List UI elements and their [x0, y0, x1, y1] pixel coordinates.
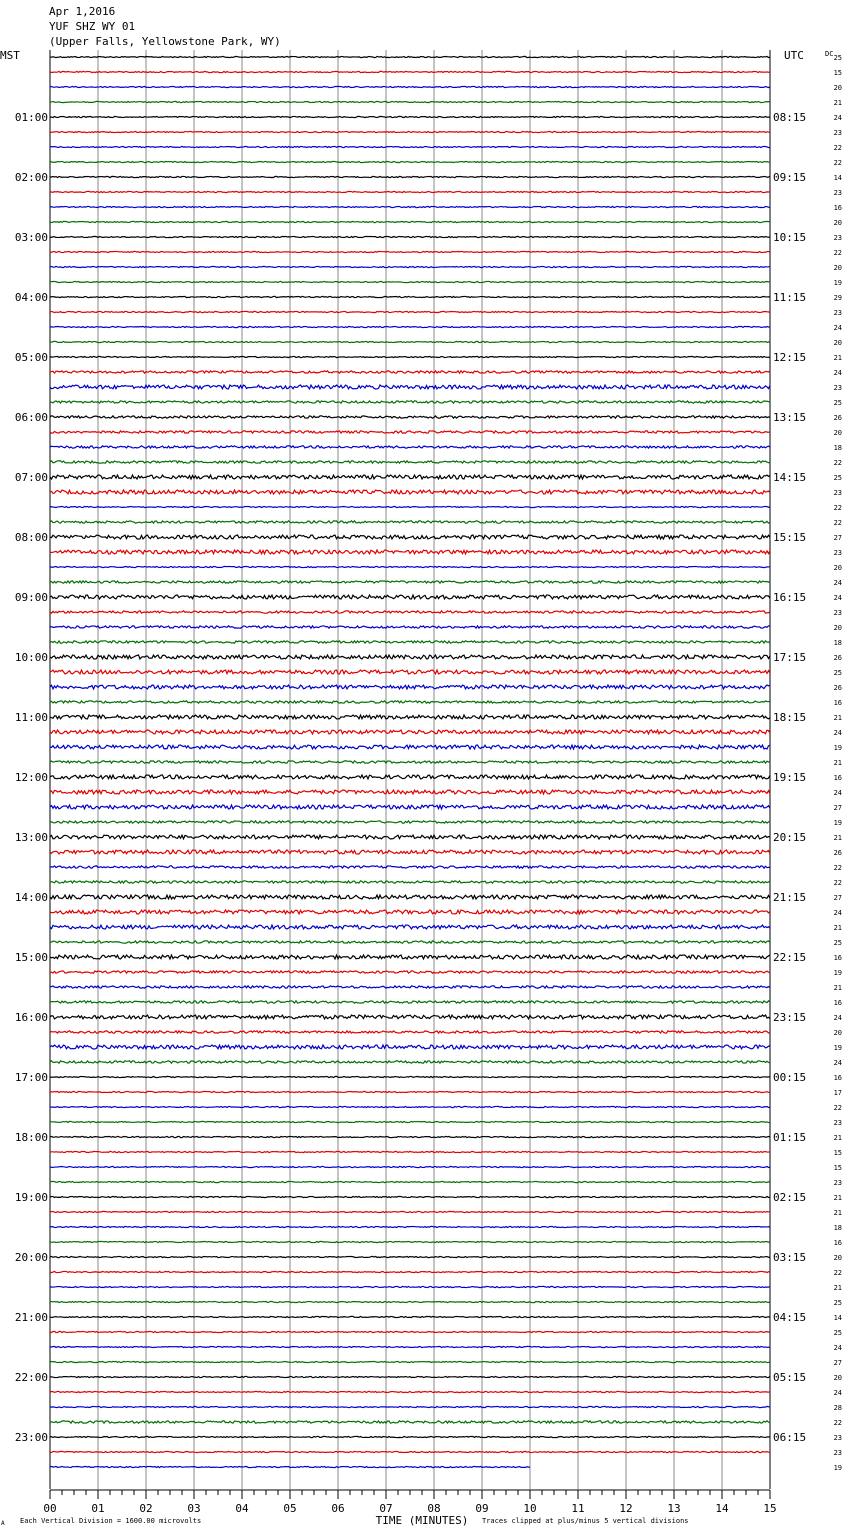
trace-line [50, 566, 770, 567]
dc-offset-label: 21 [833, 924, 842, 932]
trace-line [50, 446, 770, 448]
trace-line [50, 281, 770, 282]
dc-offset-label: 18 [833, 1224, 842, 1232]
dc-offset-label: 16 [833, 699, 842, 707]
hour-label-mst: 16:00 [14, 1011, 48, 1024]
dc-offset-label: 26 [833, 654, 842, 662]
dc-offset-label: 27 [833, 894, 842, 902]
trace-line [50, 655, 770, 659]
dc-offset-label: 24 [833, 1344, 842, 1352]
dc-offset-label: 20 [833, 219, 842, 227]
trace-line [50, 850, 770, 854]
trace-line [50, 1136, 770, 1137]
dc-offset-label: 23 [833, 129, 842, 137]
trace-line [50, 326, 770, 327]
dc-offset-label: 23 [833, 609, 842, 617]
hour-label-utc: 10:15 [773, 231, 807, 244]
trace-line [50, 146, 770, 147]
dc-offset-label: 16 [833, 204, 842, 212]
dc-offset-label: 26 [833, 849, 842, 857]
trace-line [50, 535, 770, 539]
trace-line [50, 761, 770, 763]
hour-label-utc: 15:15 [773, 531, 807, 544]
dc-offset-label: 23 [833, 384, 842, 392]
trace-line [50, 1211, 770, 1212]
dc-offset-label: 23 [833, 1179, 842, 1187]
hour-label-mst: 18:00 [14, 1131, 48, 1144]
hour-label-utc: 01:15 [773, 1131, 807, 1144]
trace-line [50, 955, 770, 959]
dc-offset-label: 20 [833, 1254, 842, 1262]
dc-offset-label: 19 [833, 819, 842, 827]
dc-offset-label: 24 [833, 1014, 842, 1022]
dc-header-label: DC [825, 50, 834, 58]
trace-line [50, 1196, 770, 1197]
dc-offset-label: 24 [833, 789, 842, 797]
hour-label-utc: 20:15 [773, 831, 807, 844]
dc-offset-label: 24 [833, 324, 842, 332]
dc-offset-label: 15 [833, 1149, 842, 1157]
dc-offset-label: 19 [833, 969, 842, 977]
dc-offset-label: 29 [833, 294, 842, 302]
hour-label-mst: 19:00 [14, 1191, 48, 1204]
trace-line [50, 941, 770, 943]
clipping-note: Traces clipped at plus/minus 5 vertical divisions [482, 1517, 689, 1525]
trace-line [50, 385, 770, 389]
trace-line [50, 521, 770, 523]
trace-line [50, 550, 770, 554]
trace-line [50, 206, 770, 207]
trace-line [50, 1361, 770, 1362]
hour-label-utc: 19:15 [773, 771, 807, 784]
dc-offset-label: 21 [833, 1209, 842, 1217]
dc-offset-label: 16 [833, 1074, 842, 1082]
dc-offset-label: 27 [833, 804, 842, 812]
hour-label-mst: 02:00 [14, 171, 48, 184]
trace-line [50, 821, 770, 823]
trace-line [50, 506, 770, 507]
trace-line [50, 881, 770, 883]
x-tick-label: 00 [43, 1502, 57, 1515]
trace-line [50, 685, 770, 689]
dc-offset-label: 22 [833, 144, 842, 152]
hour-label-utc: 09:15 [773, 171, 807, 184]
hour-label-utc: 16:15 [773, 591, 807, 604]
dc-offset-label: 16 [833, 1239, 842, 1247]
trace-line [50, 835, 770, 839]
dc-offset-label: 21 [833, 714, 842, 722]
dc-offset-label: 23 [833, 549, 842, 557]
dc-offset-label: 20 [833, 84, 842, 92]
hour-label-mst: 12:00 [14, 771, 48, 784]
trace-line [50, 71, 770, 72]
hour-label-mst: 06:00 [14, 411, 48, 424]
dc-offset-label: 17 [833, 1089, 842, 1097]
dc-offset-label: 19 [833, 1464, 842, 1472]
trace-line [50, 986, 770, 988]
dc-offset-label: 19 [833, 279, 842, 287]
trace-line [50, 1406, 770, 1407]
hour-label-mst: 15:00 [14, 951, 48, 964]
trace-line [50, 670, 770, 674]
hour-label-utc: 03:15 [773, 1251, 807, 1264]
corner-mark: A [1, 1520, 5, 1527]
dc-offset-label: 20 [833, 624, 842, 632]
trace-line [50, 56, 770, 57]
trace-line [50, 1091, 770, 1092]
hour-label-utc: 06:15 [773, 1431, 807, 1444]
trace-line [50, 236, 770, 237]
dc-offset-label: 20 [833, 429, 842, 437]
dc-offset-label: 24 [833, 114, 842, 122]
hour-label-mst: 13:00 [14, 831, 48, 844]
trace-line [50, 1256, 770, 1257]
trace-line [50, 311, 770, 312]
dc-offset-label: 20 [833, 264, 842, 272]
hour-label-utc: 12:15 [773, 351, 807, 364]
trace-line [50, 431, 770, 433]
trace-line [50, 296, 770, 297]
hour-label-utc: 08:15 [773, 111, 807, 124]
hour-label-mst: 07:00 [14, 471, 48, 484]
trace-line [50, 715, 770, 719]
dc-offset-label: 21 [833, 354, 842, 362]
hour-label-mst: 20:00 [14, 1251, 48, 1264]
trace-line [50, 221, 770, 222]
trace-line [50, 1331, 770, 1332]
dc-offset-label: 22 [833, 249, 842, 257]
hour-label-utc: 11:15 [773, 291, 807, 304]
hour-label-utc: 17:15 [773, 651, 807, 664]
dc-offset-label: 21 [833, 1284, 842, 1292]
x-tick-label: 13 [667, 1502, 681, 1515]
trace-line [50, 866, 770, 868]
x-tick-label: 01 [91, 1502, 105, 1515]
x-tick-label: 07 [379, 1502, 393, 1515]
dc-offset-label: 22 [833, 879, 842, 887]
dc-offset-label: 15 [833, 1164, 842, 1172]
left-timezone-label: MST [0, 49, 20, 62]
trace-line [50, 1286, 770, 1287]
dc-offset-label: 22 [833, 1104, 842, 1112]
x-tick-label: 10 [523, 1502, 537, 1515]
hour-label-utc: 13:15 [773, 411, 807, 424]
trace-line [50, 1121, 770, 1122]
trace-line [50, 910, 770, 914]
hour-label-utc: 04:15 [773, 1311, 807, 1324]
dc-offset-label: 25 [833, 1299, 842, 1307]
dc-offset-label: 27 [833, 534, 842, 542]
dc-offset-label: 24 [833, 729, 842, 737]
dc-offset-label: 20 [833, 339, 842, 347]
trace-line [50, 925, 770, 929]
dc-offset-label: 22 [833, 504, 842, 512]
trace-line [50, 191, 770, 192]
trace-line [50, 626, 770, 628]
dc-offset-label: 23 [833, 1449, 842, 1457]
hour-label-mst: 21:00 [14, 1311, 48, 1324]
hour-label-mst: 03:00 [14, 231, 48, 244]
trace-line [50, 371, 770, 373]
hour-label-utc: 18:15 [773, 711, 807, 724]
trace-line [50, 490, 770, 494]
trace-line [50, 356, 770, 357]
hour-label-utc: 02:15 [773, 1191, 807, 1204]
dc-offset-label: 21 [833, 984, 842, 992]
hour-label-mst: 05:00 [14, 351, 48, 364]
dc-offset-label: 22 [833, 1269, 842, 1277]
trace-line [50, 475, 770, 479]
dc-offset-label: 25 [833, 1329, 842, 1337]
trace-line [50, 1436, 770, 1437]
hour-label-mst: 10:00 [14, 651, 48, 664]
dc-offset-label: 16 [833, 774, 842, 782]
dc-offset-label: 22 [833, 159, 842, 167]
hour-label-mst: 14:00 [14, 891, 48, 904]
dc-offset-label: 18 [833, 639, 842, 647]
trace-line [50, 101, 770, 102]
trace-line [50, 1001, 770, 1003]
trace-line [50, 86, 770, 87]
chart-date: Apr 1,2016 [49, 5, 116, 18]
hour-label-mst: 23:00 [14, 1431, 48, 1444]
dc-offset-label: 18 [833, 444, 842, 452]
trace-line [50, 1316, 770, 1317]
x-tick-label: 03 [187, 1502, 201, 1515]
trace-line [50, 266, 770, 267]
x-tick-label: 12 [619, 1502, 633, 1515]
dc-offset-label: 24 [833, 579, 842, 587]
dc-offset-label: 25 [833, 54, 842, 62]
dc-offset-label: 22 [833, 519, 842, 527]
trace-line [50, 116, 770, 117]
trace-line [50, 611, 770, 613]
trace-line [50, 1015, 770, 1019]
dc-offset-label: 24 [833, 369, 842, 377]
trace-line [50, 745, 770, 749]
trace-line [50, 161, 770, 162]
trace-line [50, 971, 770, 973]
dc-offset-label: 22 [833, 1419, 842, 1427]
trace-line [50, 1106, 770, 1107]
hour-label-utc: 23:15 [773, 1011, 807, 1024]
trace-line [50, 401, 770, 403]
x-tick-label: 02 [139, 1502, 153, 1515]
trace-line [50, 1451, 770, 1452]
trace-line [50, 1151, 770, 1152]
dc-offset-label: 14 [833, 1314, 842, 1322]
dc-offset-label: 22 [833, 459, 842, 467]
x-tick-label: 14 [715, 1502, 729, 1515]
dc-offset-label: 24 [833, 909, 842, 917]
trace-line [50, 730, 770, 734]
dc-offset-label: 25 [833, 399, 842, 407]
dc-offset-label: 27 [833, 1359, 842, 1367]
trace-line [50, 895, 770, 899]
hour-label-mst: 11:00 [14, 711, 48, 724]
dc-offset-label: 25 [833, 669, 842, 677]
dc-offset-label: 21 [833, 759, 842, 767]
trace-line [50, 176, 770, 177]
dc-offset-label: 20 [833, 564, 842, 572]
trace-line [50, 1031, 770, 1033]
dc-offset-label: 22 [833, 864, 842, 872]
dc-offset-label: 24 [833, 594, 842, 602]
hour-label-mst: 08:00 [14, 531, 48, 544]
x-tick-label: 09 [475, 1502, 489, 1515]
trace-line [50, 701, 770, 703]
trace-line [50, 595, 770, 599]
trace-line [50, 1271, 770, 1272]
hour-label-mst: 09:00 [14, 591, 48, 604]
hour-label-utc: 00:15 [773, 1071, 807, 1084]
trace-line [50, 775, 770, 779]
vertical-division-note: Each Vertical Division = 1600.00 microvolts [20, 1517, 202, 1525]
dc-offset-label: 24 [833, 1059, 842, 1067]
dc-offset-label: 25 [833, 939, 842, 947]
trace-line [50, 1045, 770, 1049]
hour-label-mst: 04:00 [14, 291, 48, 304]
trace-line [50, 416, 770, 418]
trace-line [50, 1181, 770, 1182]
trace-line [50, 1376, 770, 1377]
trace-line [50, 1391, 770, 1392]
dc-offset-label: 21 [833, 1194, 842, 1202]
dc-offset-label: 19 [833, 1044, 842, 1052]
dc-offset-label: 23 [833, 189, 842, 197]
trace-line [50, 341, 770, 342]
trace-line [50, 1301, 770, 1302]
station-code: YUF SHZ WY 01 [49, 20, 136, 33]
dc-offset-label: 15 [833, 69, 842, 77]
trace-line [50, 1421, 770, 1423]
dc-offset-label: 21 [833, 99, 842, 107]
hour-label-utc: 05:15 [773, 1371, 807, 1384]
x-tick-label: 11 [571, 1502, 585, 1515]
trace-line [50, 131, 770, 132]
trace-line [50, 1061, 770, 1063]
dc-offset-label: 20 [833, 1374, 842, 1382]
trace-line [50, 251, 770, 252]
trace-line [50, 1241, 770, 1242]
dc-offset-label: 20 [833, 1029, 842, 1037]
hour-label-mst: 22:00 [14, 1371, 48, 1384]
dc-offset-label: 21 [833, 834, 842, 842]
station-location: (Upper Falls, Yellowstone Park, WY) [49, 35, 281, 48]
dc-offset-label: 19 [833, 744, 842, 752]
dc-offset-label: 21 [833, 1134, 842, 1142]
trace-line [50, 1076, 770, 1077]
dc-offset-label: 28 [833, 1404, 842, 1412]
dc-offset-label: 25 [833, 474, 842, 482]
x-tick-label: 15 [763, 1502, 777, 1515]
hour-label-utc: 21:15 [773, 891, 807, 904]
trace-line [50, 1346, 770, 1347]
x-tick-label: 06 [331, 1502, 345, 1515]
right-timezone-label: UTC [784, 49, 804, 62]
dc-offset-label: 26 [833, 414, 842, 422]
x-axis-title: TIME (MINUTES) [375, 1514, 469, 1527]
dc-offset-label: 23 [833, 1434, 842, 1442]
trace-line [50, 641, 770, 643]
dc-offset-label: 23 [833, 489, 842, 497]
hour-label-utc: 14:15 [773, 471, 807, 484]
dc-offset-label: 23 [833, 309, 842, 317]
x-tick-label: 04 [235, 1502, 249, 1515]
dc-offset-label: 26 [833, 684, 842, 692]
trace-line [50, 805, 770, 809]
hour-label-utc: 22:15 [773, 951, 807, 964]
dc-offset-label: 14 [833, 174, 842, 182]
dc-offset-label: 23 [833, 1119, 842, 1127]
x-tick-label: 08 [427, 1502, 441, 1515]
dc-offset-label: 16 [833, 999, 842, 1007]
trace-line [50, 581, 770, 583]
trace-line [50, 461, 770, 463]
dc-offset-label: 24 [833, 1389, 842, 1397]
trace-line [50, 1226, 770, 1227]
trace-line [50, 1166, 770, 1167]
dc-offset-label: 16 [833, 954, 842, 962]
hour-label-mst: 17:00 [14, 1071, 48, 1084]
x-tick-label: 05 [283, 1502, 297, 1515]
trace-line [50, 790, 770, 794]
hour-label-mst: 01:00 [14, 111, 48, 124]
dc-offset-label: 23 [833, 234, 842, 242]
